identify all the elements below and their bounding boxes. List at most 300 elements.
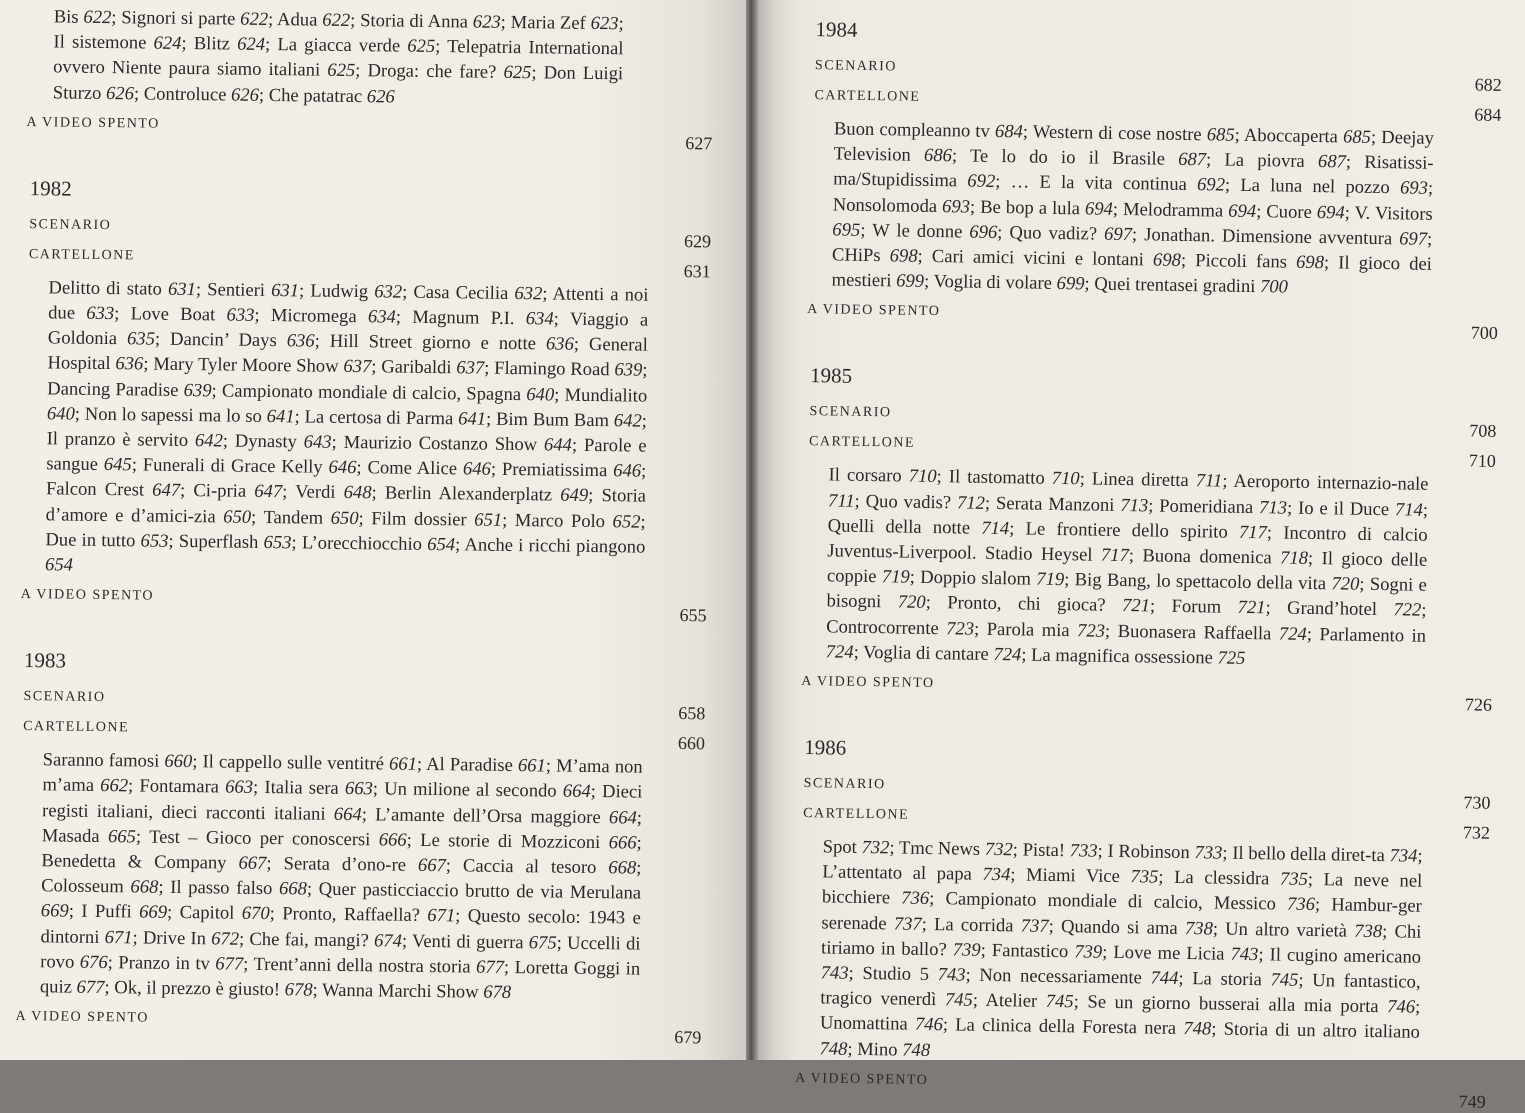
- book-gutter: [746, 0, 758, 1060]
- entry-title: W le donne: [872, 219, 963, 243]
- scenario-page: 629: [683, 230, 712, 252]
- entry-page: 622: [83, 6, 112, 29]
- entry-title: Caccia al tesoro: [462, 855, 597, 879]
- entry-title: I Puffi: [81, 901, 132, 923]
- entry-page: 672: [211, 928, 240, 950]
- entry-title: Ludwig: [310, 280, 369, 303]
- entry-page: 700: [1259, 276, 1289, 298]
- entry-title: Casa Cecilia: [413, 281, 509, 304]
- entry-page: 640: [526, 383, 555, 406]
- entry-page: 669: [40, 900, 69, 923]
- entry-page: 677: [76, 976, 105, 999]
- entry-page: 648: [343, 482, 372, 504]
- entry-page: 713: [1120, 494, 1149, 517]
- entry-title: Pronto, Raffaella?: [282, 903, 421, 927]
- entry-title: … E la vita continua: [1010, 171, 1188, 196]
- entry-title: Quo vadiz?: [1009, 222, 1098, 245]
- entry-title: Il corsaro: [828, 464, 902, 487]
- scenario-label: SCENARIO: [814, 58, 898, 75]
- entry-title: Pista!: [1022, 839, 1066, 862]
- entry-page: 633: [226, 304, 255, 326]
- entry-page: 743: [820, 962, 849, 984]
- entry-title: Storia di Anna: [360, 10, 469, 33]
- entry-title: Ci-pria: [193, 480, 247, 503]
- entry-title: Wanna Marchi Show: [321, 979, 479, 1003]
- entry-title: Aeroporto internazio-nale: [1233, 471, 1429, 496]
- entry-page: 622: [240, 8, 269, 30]
- entry-title: Maria Zef: [510, 11, 586, 34]
- entry-page: 654: [44, 554, 74, 576]
- entry-title: Micromega: [270, 305, 357, 328]
- video-spento-row: [11, 1005, 702, 1048]
- entry-page: 646: [613, 460, 642, 482]
- entry-page: 664: [608, 806, 637, 829]
- scenario-page: 682: [1474, 74, 1502, 95]
- entry-title: Test – Gioco per conoscersi: [149, 826, 371, 851]
- entry-page: 636: [115, 353, 144, 375]
- entry-title: Due in tutto: [45, 529, 136, 552]
- entry-page: 633: [86, 302, 115, 325]
- entry-page: 720: [1331, 573, 1360, 595]
- entry-page: 647: [152, 480, 181, 502]
- scenario-page: 658: [678, 703, 706, 724]
- entry-title: V. Visitors: [1354, 202, 1433, 225]
- entry-page: 668: [130, 876, 159, 898]
- entry-title: I Robinson: [1107, 840, 1190, 864]
- entry-title: Western di cose nostre: [1032, 121, 1202, 146]
- entry-title: Atelier: [985, 990, 1038, 1012]
- entry-title: Melodramma: [1122, 198, 1224, 222]
- entry-title: Bim Bum Bam: [495, 408, 610, 432]
- entry-page: 748: [1183, 1018, 1212, 1040]
- scenario-label: SCENARIO: [803, 776, 886, 793]
- entry-page: 725: [1217, 647, 1246, 669]
- entry-title: Loretta Goggi in quiz: [39, 956, 641, 998]
- entry-page: 660: [164, 751, 193, 773]
- entry-title: Unomattina: [819, 1012, 908, 1036]
- entry-page: 661: [388, 753, 418, 776]
- entry-title: Verdi: [295, 481, 336, 504]
- entry-title: Io e il Duce: [1297, 497, 1390, 520]
- entry-page: 678: [483, 981, 512, 1004]
- year-section: [797, 362, 1497, 715]
- entry-title: Maurizio Costanzo Show: [343, 431, 538, 456]
- left-column: [11, 0, 714, 1048]
- entry-page: 641: [458, 408, 487, 430]
- year-heading: 1986: [804, 735, 847, 760]
- entry-title: Venti di guerra: [411, 930, 524, 953]
- entry-title: Tandem: [263, 506, 324, 529]
- entry-page: 677: [475, 956, 505, 978]
- entry-title: Campionato mondiale di calcio, Spagna: [221, 380, 522, 405]
- entry-page: 712: [956, 492, 986, 514]
- cartellone-label: CARTELLONE: [28, 246, 135, 264]
- entry-title: Se un giorno busserai alla mia porta: [1087, 991, 1379, 1018]
- video-spento-page: 679: [674, 1027, 702, 1048]
- entry-page: 637: [343, 356, 372, 378]
- entry-page: 696: [969, 221, 998, 243]
- entry-page: 636: [545, 333, 574, 355]
- year-section: [17, 175, 712, 626]
- entry-page: 635: [126, 328, 156, 350]
- entry-title: Sentieri: [207, 279, 266, 301]
- entry-title: Cari amici vicini e lontani: [931, 245, 1145, 271]
- entry-title: Tmc News: [898, 837, 981, 860]
- entry-list: Il corsaro 710; Il tastomatto 710; Linea diretta 711; Aeroporto internazio-nale 711; Quo vadis? 712; Serata Manzoni 713; Pomeridiana 713; Io e il Duce 714; Quelli della notte 714; Le frontiere dello spirito 717; Incontro di calcio Juventus-Liverpool. Stadio Heysel 717; Buona domenica 718; Il gioco delle coppie 719; Doppio slalom 719; Big Bang, lo spettacolo della vita 720; Sogni e bisogni 720; Pronto, chi gioca? 721; Forum 721; Grand’hotel 722; Controcorrente 723; Parola mia 723; Buonasera Raffaella 724; Parlamento in 724; Voglia di cantare 724; La magnifica ossessione 725: [825, 464, 1429, 669]
- entry-title: Jonathan. Dimensione avventura: [1144, 224, 1393, 250]
- entry-page: 626: [366, 85, 395, 108]
- entry-title: Pranzo in tv: [118, 952, 210, 975]
- entry-title: Dieci registi italiani, dieci racconti italiani: [41, 781, 643, 825]
- entry-title: L’attentato al papa: [822, 861, 973, 885]
- entry-title: Non necessariamente: [979, 964, 1143, 989]
- entry-page: 714: [1394, 498, 1424, 521]
- entry-page: 697: [1399, 228, 1428, 250]
- entry-title: Parlamento in: [1319, 623, 1427, 647]
- entry-title: Il sistemone: [53, 31, 147, 54]
- video-spento-page: 726: [1464, 694, 1493, 715]
- entry-title: Voglia di cantare: [862, 641, 989, 665]
- video-spento-label: A VIDEO SPENTO: [26, 114, 160, 132]
- entry-page: 653: [263, 531, 292, 554]
- entry-title: La neve nel bicchiere: [821, 869, 1423, 909]
- scenario-label: SCENARIO: [29, 216, 112, 233]
- year-heading: 1982: [29, 175, 72, 201]
- entry-page: 713: [1258, 496, 1288, 519]
- entry-page: 743: [937, 964, 966, 986]
- entry-page: 745: [1045, 991, 1074, 1013]
- entry-page: 718: [1279, 547, 1309, 569]
- entry-page: 622: [322, 9, 351, 31]
- entry-title: Parole e sangue: [46, 434, 647, 476]
- entry-title: Le frontiere dello spirito: [1025, 518, 1228, 543]
- entry-title: Il pranzo è servito: [46, 428, 189, 452]
- entry-page: 685: [1342, 126, 1372, 148]
- entry-title: La storia: [1192, 968, 1263, 991]
- entry-title: Dynasty: [234, 430, 297, 453]
- entry-page: 667: [238, 852, 267, 875]
- cartellone-label: CARTELLONE: [803, 806, 910, 823]
- entry-page: 663: [344, 778, 373, 800]
- entry-title: Saranno famosi: [42, 749, 160, 772]
- entry-title: Un fantastico, tragico venerdì: [820, 970, 1421, 1011]
- entry-title: Quei trentasei gradini: [1094, 273, 1256, 298]
- entry-list: Spot 732; Tmc News 732; Pista! 733; I Robinson 733; Il bello della diret-ta 734; L’attentato al papa 734; Miami Vice 735; La clessidra 735; La neve nel bicchiere 736; Campionato mondiale di calcio, Messico 736; Hambur-ger serenade 737; La corrida 737; Quando si ama 738; Un altro varietà 738; Chi tiriamo in ballo? 739; Fantastico 739; Love me Licia 743; Il cugino americano 743; Studio 5 743; Non necessariamente 744; La storia 745; Un fantastico, tragico venerdì 745; Atelier 745; Se un giorno busserai alla mia porta 746; Unomattina 746; La clinica della Foresta nera 748; Storia di un altro italiano 748; Mino 748: [819, 836, 1423, 1061]
- entry-page: 693: [1399, 177, 1429, 200]
- entry-page: 743: [1230, 943, 1259, 966]
- entry-title: Mino: [857, 1038, 898, 1061]
- entry-page: 734: [1389, 845, 1418, 867]
- entry-page: 653: [140, 530, 169, 552]
- entry-page: 736: [901, 888, 930, 910]
- entry-page: 642: [194, 430, 223, 452]
- entry-title: Be bop a lula: [980, 196, 1081, 219]
- entry-page: 651: [474, 509, 503, 531]
- entry-title: Il cugino americano: [1269, 944, 1422, 968]
- video-spento-page: 749: [1458, 1091, 1486, 1112]
- entry-page: 711: [1195, 470, 1223, 492]
- entry-title: Il tastomatto: [948, 466, 1045, 490]
- entry-page: 626: [105, 82, 135, 104]
- entry-list: Buon compleanno tv 684; Western di cose nostre 685; Aboccaperta 685; Deejay Television 686; Te lo do io il Brasile 687; La piovra 687; Risatissi-ma/Stupidissima 692; … E la vita continua 692; La luna nel pozzo 693; Nonsolomoda 693; Be bop a lula 694; Melodramma 694; Cuore 694; V. Visitors 695; W le donne 696; Quo vadiz? 697; Jonathan. Dimensione avventura 697; CHiPs 698; Cari amici vicini e lontani 698; Piccoli fans 698; Il gioco dei mestieri 699; Voglia di volare 699; Quei trentasei gradini 700: [831, 118, 1435, 298]
- entry-page: 744: [1150, 967, 1179, 990]
- entry-page: 626: [230, 84, 260, 106]
- entry-page: 669: [139, 901, 168, 924]
- entry-page: 666: [608, 832, 637, 854]
- entry-title: Premiatissima: [501, 459, 608, 482]
- entry-page: 662: [100, 775, 129, 797]
- entry-page: 647: [254, 481, 283, 503]
- entry-title: Campionato mondiale di calcio, Messico: [945, 888, 1277, 915]
- entry-page: 637: [456, 357, 485, 380]
- entry-title: Droga: che fare?: [367, 60, 497, 84]
- entry-page: 646: [328, 456, 357, 479]
- entry-title: Viaggio a Goldonia: [47, 308, 649, 350]
- entry-title: Quelli della notte: [827, 515, 971, 539]
- entry-page: 644: [543, 434, 573, 456]
- entry-title: Serata Manzoni: [995, 492, 1115, 516]
- entry-title: Piccoli fans: [1195, 250, 1288, 273]
- entry-page: 687: [1317, 151, 1347, 173]
- entry-page: 717: [1238, 521, 1268, 544]
- entry-title: Fantastico: [991, 939, 1069, 963]
- video-spento-label: A VIDEO SPENTO: [794, 1070, 929, 1088]
- entry-title: Don Luigi Sturzo: [52, 62, 624, 104]
- entry-page: 666: [378, 829, 407, 851]
- entry-page: 745: [944, 989, 973, 1011]
- entry-page: 745: [1270, 969, 1299, 991]
- entry-page: 721: [1237, 597, 1266, 619]
- entry-title: Un milione al secondo: [384, 778, 557, 803]
- entry-title: Miami Vice: [1025, 864, 1121, 888]
- entry-title: Signori si parte: [121, 7, 236, 30]
- entry-page: 625: [327, 60, 356, 82]
- entry-title: Italia sera: [264, 777, 339, 800]
- entry-title: Pomeridiana: [1159, 495, 1254, 518]
- entry-page: 738: [1184, 917, 1214, 940]
- entry-title: Incontro di calcio Juventus-Liverpool. Stadio Heysel: [827, 522, 1428, 566]
- entry-page: 710: [908, 466, 937, 488]
- entry-title: Quando si ama: [1060, 915, 1178, 939]
- entry-page: 723: [946, 617, 975, 640]
- entry-page: 649: [560, 485, 589, 507]
- entry-page: 735: [1279, 868, 1309, 891]
- entry-page: 699: [1056, 273, 1085, 295]
- entry-title: Buonasera Raffaella: [1117, 620, 1272, 644]
- entry-title: L’amante dell’Orsa maggiore: [375, 804, 601, 828]
- entry-title: Superflash: [178, 530, 259, 553]
- entry-page: 684: [994, 120, 1024, 143]
- entry-list: Saranno famosi 660; Il cappello sulle ventitré 661; Al Paradise 661; M’ama non m’ama 662; Fontamara 663; Italia sera 663; Un milione al secondo 664; Dieci registi italiani, dieci racconti italiani 664; L’amante dell’Orsa maggiore 664; Masada 665; Test – Gioco per conoscersi 666; Le storie di Mozziconi 666; Benedetta & Company 667; Serata d’ono-re 667; Caccia al tesoro 668; Colosseum 668; Il passo falso 668; Quer pasticciaccio brutto de via Merulana 669; I Puffi 669; Capitol 670; Pronto, Raffaella? 671; Questo secolo: 1943 e dintorni 671; Drive In 672; Che fai, mangi? 674; Venti di guerra 675; Uccelli di rovo 676; Pranzo in tv 677; Trent’anni della nostra storia 677; Loretta Goggi in quiz 677; Ok, il prezzo è giusto! 678; Wanna Marchi Show 678: [39, 749, 643, 1004]
- entry-page: 719: [1036, 568, 1065, 591]
- entry-title: Masada: [41, 825, 100, 847]
- entry-page: 738: [1354, 920, 1383, 942]
- entry-title: Fontamara: [139, 775, 220, 798]
- entry-title: Hill Street giorno e notte: [329, 330, 537, 355]
- entry-page: 698: [1152, 249, 1182, 271]
- entry-page: 671: [104, 926, 133, 949]
- entry-page: 641: [266, 405, 295, 428]
- entry-title: Aboccaperta: [1243, 124, 1339, 148]
- entry-page: 623: [590, 12, 619, 35]
- entry-page: 692: [967, 170, 996, 193]
- entry-page: 631: [167, 278, 197, 300]
- entry-page: 732: [984, 838, 1013, 861]
- entry-page: 698: [1295, 251, 1325, 274]
- scenario-label: SCENARIO: [23, 689, 106, 706]
- entry-page: 717: [1100, 544, 1130, 567]
- entry-page: 631: [271, 279, 300, 302]
- year-section: [803, 16, 1503, 344]
- entry-title: Flamingo Road: [494, 358, 610, 381]
- video-spento-label: A VIDEO SPENTO: [20, 587, 155, 604]
- year-heading: 1983: [23, 648, 67, 673]
- entry-title: Trent’anni della nostra storia: [253, 953, 471, 978]
- entry-page: 654: [427, 533, 456, 556]
- cartellone-page: 631: [683, 260, 711, 282]
- entry-title: Storia d’amore e d’amici-zia: [45, 485, 647, 528]
- entry-page: 720: [897, 591, 926, 614]
- video-spento-row: [791, 1067, 1486, 1112]
- entry-title: Benedetta & Company: [41, 850, 227, 874]
- entry-title: La piovra: [1224, 149, 1305, 173]
- entry-title: La luna nel pozzo: [1240, 175, 1390, 199]
- video-spento-row: [17, 583, 707, 626]
- entry-page: 640: [46, 403, 75, 425]
- entry-title: Come Alice: [367, 457, 458, 480]
- entry-title: Che fai, mangi?: [249, 928, 369, 951]
- entry-page: 697: [1103, 223, 1133, 245]
- entry-title: Adua: [276, 9, 318, 31]
- entry-title: Questo secolo: 1943 e dintorni: [40, 905, 641, 948]
- entry-page: 721: [1121, 595, 1151, 617]
- entry-title: Doppio slalom: [920, 567, 1032, 590]
- entry-title: Delitto di stato: [48, 277, 163, 300]
- entry-page: 632: [514, 282, 543, 305]
- entry-title: Film dossier: [371, 507, 467, 531]
- entry-page: 694: [1316, 201, 1345, 224]
- entry-title: Dancin’ Days: [169, 329, 277, 352]
- entry-page: 677: [215, 953, 244, 975]
- entry-title: Deejay Television: [833, 127, 1435, 166]
- left-page: [0, 0, 746, 1060]
- video-spento-label: A VIDEO SPENTO: [15, 1009, 149, 1026]
- entry-page: 714: [981, 517, 1010, 540]
- entry-title: Hambur-ger serenade: [821, 894, 1422, 935]
- entry-page: 634: [525, 308, 554, 330]
- entry-page: 719: [881, 566, 910, 588]
- entry-page: 710: [1051, 468, 1080, 490]
- entry-title: Il gioco delle coppie: [826, 548, 1428, 588]
- entry-page: 624: [153, 32, 182, 55]
- entry-page: 670: [241, 903, 270, 925]
- entry-title: Berlin Alexanderplatz: [384, 482, 553, 506]
- right-page: [758, 0, 1525, 1112]
- entry-page: 663: [225, 776, 254, 799]
- video-spento-label: A VIDEO SPENTO: [801, 674, 935, 692]
- year-section: [11, 647, 706, 1048]
- entry-title: Voglia di volare: [933, 271, 1053, 295]
- entry-title: Blitz: [193, 33, 231, 55]
- entry-title: La certosa di Parma: [304, 406, 454, 430]
- entry-title: Uccelli di rovo: [40, 932, 641, 973]
- entry-page: 664: [562, 781, 591, 803]
- video-spento-label: A VIDEO SPENTO: [807, 302, 941, 320]
- entry-page: 694: [1084, 197, 1114, 220]
- cartellone-label: CARTELLONE: [808, 434, 916, 452]
- entry-title: La clinica della Foresta nera: [955, 1014, 1177, 1040]
- entry-title: Colosseum: [41, 875, 124, 898]
- entry-title: Spot: [822, 836, 857, 858]
- entry-title: Il gioco dei mestieri: [831, 252, 1433, 292]
- entry-title: Controcorrente: [825, 616, 939, 639]
- entry-title: La giacca verde: [277, 34, 401, 57]
- entry-page: 668: [608, 857, 637, 879]
- entry-title: Marco Polo: [514, 509, 606, 532]
- entry-page: 632: [374, 281, 403, 303]
- entry-page: 624: [237, 33, 266, 56]
- entry-page: 687: [1177, 149, 1207, 171]
- entry-page: 734: [982, 864, 1011, 886]
- entry-title: Risatissi-ma/Stupidissima: [833, 151, 1434, 192]
- video-spento-page: 655: [679, 605, 707, 626]
- entry-list: Bis 622; Signori si parte 622; Adua 622; Storia di Anna 623; Maria Zef 623; Il sistemone 624; Blitz 624; La giacca verde 625; Telepatria International ovvero Niente paura siamo italiani 625; Droga: che fare? 625; Don Luigi Sturzo 626; Controluce 626; Che patatrac 626: [52, 6, 624, 108]
- entry-title: La magnifica ossessione: [1030, 644, 1214, 669]
- entry-title: Te lo do io il Brasile: [969, 145, 1166, 170]
- entry-title: Drive In: [142, 927, 207, 949]
- entry-page: 661: [517, 755, 546, 777]
- entry-title: Dancing Paradise: [47, 377, 179, 401]
- entry-title: Cuore: [1266, 200, 1312, 223]
- entry-page: 724: [993, 643, 1022, 666]
- entry-title: Quer pasticciaccio brutto de via Merulana: [318, 878, 642, 904]
- cartellone-page: 710: [1468, 450, 1496, 472]
- entry-page: 636: [286, 330, 315, 352]
- cartellone-page: 684: [1474, 104, 1502, 125]
- video-spento-page: 700: [1470, 322, 1499, 344]
- entry-page: 645: [103, 454, 132, 476]
- entry-page: 634: [367, 306, 396, 328]
- entry-title: Ok, il prezzo è giusto!: [114, 977, 281, 1001]
- right-column: [791, 0, 1503, 1112]
- entry-page: 723: [1076, 619, 1106, 642]
- entry-page: 699: [895, 270, 925, 293]
- entry-page: 746: [914, 1014, 944, 1036]
- entry-title: Al Paradise: [426, 754, 513, 777]
- cartellone-label: CARTELLONE: [23, 719, 130, 736]
- entry-title: M’ama non m’ama: [42, 755, 643, 797]
- entry-title: Il bello della diret-ta: [1232, 842, 1385, 867]
- entry-title: Bis: [53, 6, 79, 28]
- entry-page: 694: [1228, 200, 1257, 222]
- entry-page: 668: [278, 878, 308, 900]
- entry-title: Garibaldi: [381, 356, 452, 379]
- entry-title: Mundialito: [564, 384, 648, 407]
- entry-title: Big Bang, lo spettacolo della vita: [1074, 569, 1327, 595]
- entry-page: 722: [1393, 599, 1422, 622]
- entry-page: 733: [1069, 840, 1098, 862]
- entry-title: Non lo sapessi ma lo so: [84, 403, 262, 427]
- video-spento-page: 627: [685, 132, 713, 154]
- entry-page: 643: [303, 431, 332, 453]
- scenario-page: 708: [1469, 420, 1497, 442]
- entry-page: 748: [902, 1039, 931, 1061]
- entry-page: 646: [462, 458, 492, 480]
- entry-page: 671: [427, 905, 456, 927]
- entry-title: Quo vadis?: [865, 490, 952, 513]
- entry-page: 692: [1196, 174, 1226, 196]
- entry-title: Pronto, chi gioca?: [947, 592, 1106, 617]
